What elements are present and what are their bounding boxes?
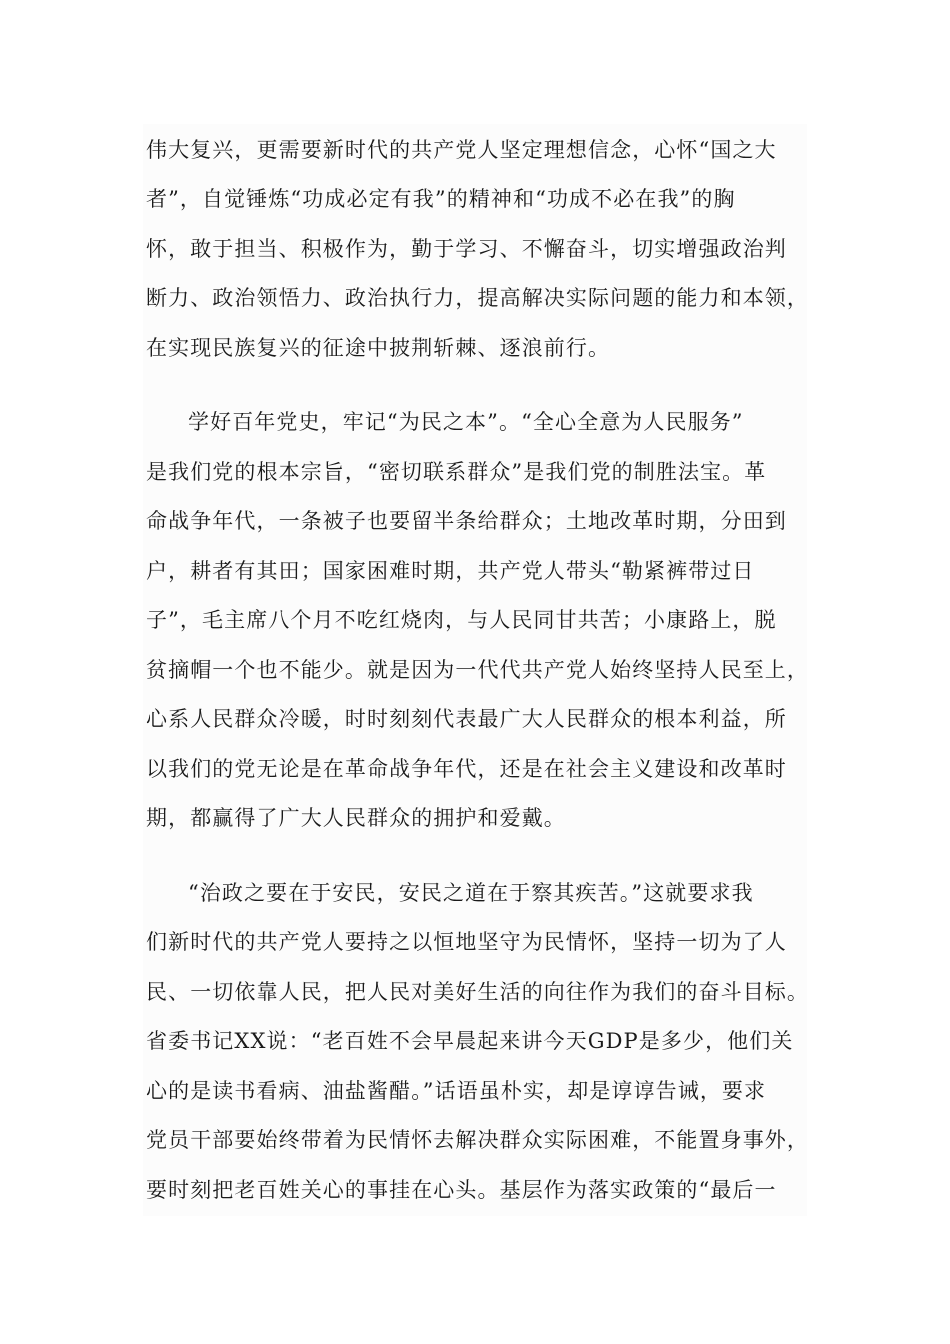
paragraph-2-line-5: 子”，毛主席八个月不吃红烧肉，与人民同甘共苦；小康路上，脱 [146,608,777,632]
paragraph-2-line-8: 以我们的党无论是在革命战争年代，还是在社会主义建设和改革时 [146,757,787,781]
paragraph-1-line-1: 伟大复兴，更需要新时代的共产党人坚定理想信念，心怀“国之大 [146,138,777,162]
paragraph-3-line-4: 省委书记XX说：“老百姓不会早晨起来讲今天GDP是多少，他们关 [146,1029,794,1053]
paragraph-2-line-2: 是我们党的根本宗旨，“密切联系群众”是我们党的制胜法宝。革 [146,460,767,484]
paragraph-2-line-1: 学好百年党史，牢记“为民之本”。“全心全意为人民服务” [188,410,744,434]
paragraph-1-line-5: 在实现民族复兴的征途中披荆斩棘、逐浪前行。 [146,336,611,360]
paragraph-1-line-3: 怀，敢于担当、积极作为，勤于学习、不懈奋斗，切实增强政治判 [146,237,787,261]
paragraph-1-line-2: 者”，自觉锤炼“功成必定有我”的精神和“功成不必在我”的胸 [146,187,736,211]
paragraph-2-line-9: 期，都赢得了广大人民群众的拥护和爱戴。 [146,806,566,830]
paragraph-3-line-5: 心的是读书看病、油盐酱醋。”话语虽朴实，却是谆谆告诫，要求 [146,1079,767,1103]
paragraph-1-line-4: 断力、政治领悟力、政治执行力，提高解决实际问题的能力和本领， [146,286,809,310]
paragraph-2-line-7: 心系人民群众冷暖，时时刻刻代表最广大人民群众的根本利益，所 [146,707,787,731]
paragraph-3-line-3: 民、一切依靠人民，把人民对美好生活的向往作为我们的奋斗目标。 [146,980,809,1004]
paragraph-3-line-1: “治政之要在于安民，安民之道在于察其疾苦。”这就要求我 [188,881,754,905]
paragraph-2-line-3: 命战争年代，一条被子也要留半条给群众；土地改革时期，分田到 [146,509,787,533]
paragraph-2-line-6: 贫摘帽一个也不能少。就是因为一代代共产党人始终坚持人民至上， [146,658,809,682]
paragraph-3-line-7: 要时刻把老百姓关心的事挂在心头。基层作为落实政策的“最后一 [146,1178,777,1202]
paragraph-3-line-2: 们新时代的共产党人要持之以恒地坚守为民情怀，坚持一切为了人 [146,930,787,954]
paragraph-3-line-6: 党员干部要始终带着为民情怀去解决群众实际困难，不能置身事外， [146,1128,809,1152]
paragraph-2-line-4: 户，耕者有其田；国家困难时期，共产党人带头“勒紧裤带过日 [146,559,755,583]
